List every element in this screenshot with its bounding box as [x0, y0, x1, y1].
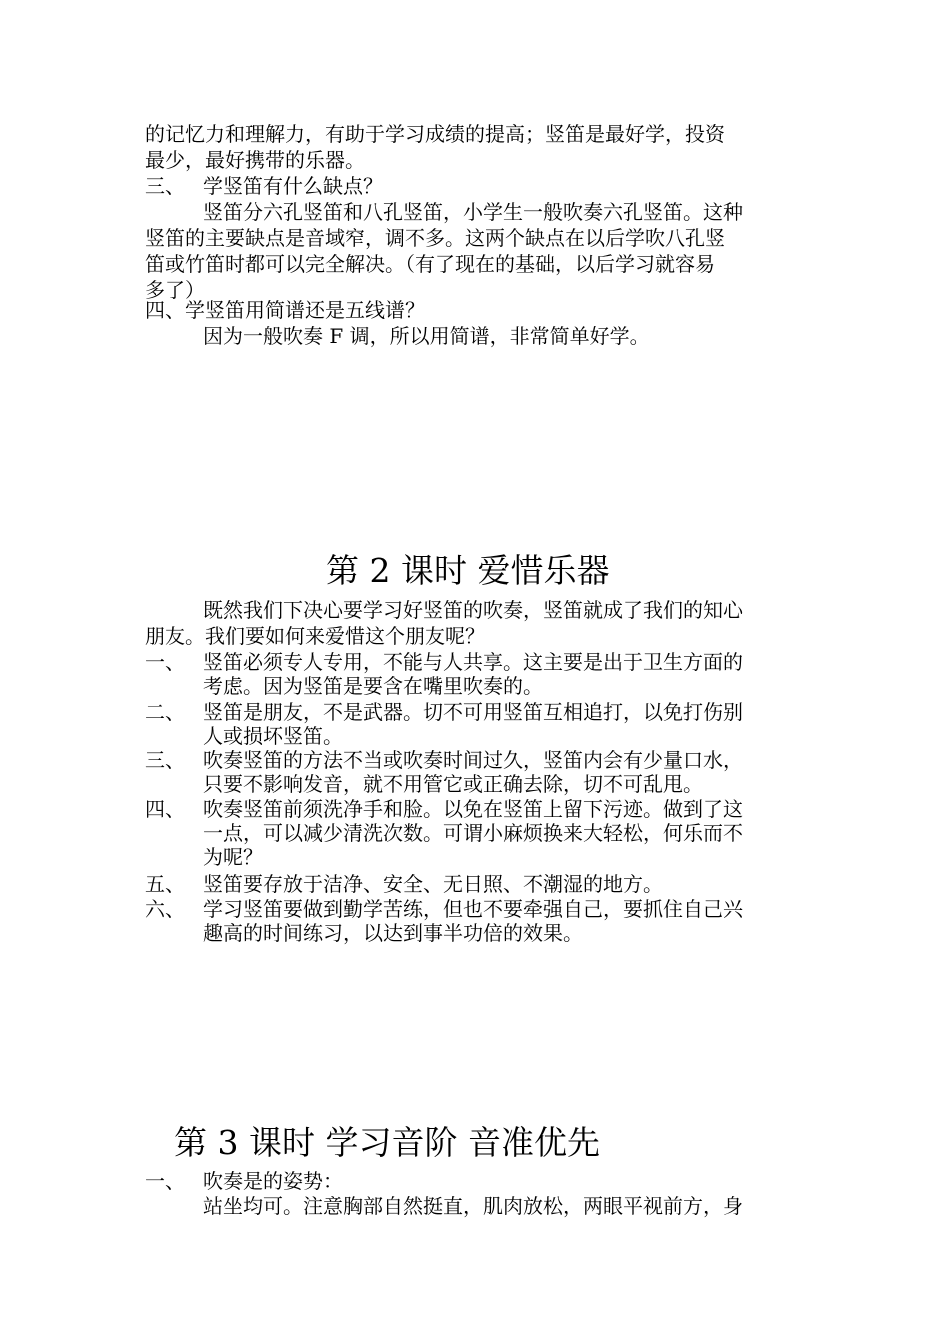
list-item-line: 考虑。因为竖笛是要含在嘴里吹奏的。 — [203, 674, 543, 698]
section-title: 第 3 课时 学习音阶 音准优先 — [174, 1123, 600, 1162]
list-item-line: 为呢？ — [203, 845, 263, 869]
list-item-line: 吹奏是的姿势： — [203, 1169, 343, 1193]
list-number: 一、 — [145, 1169, 185, 1193]
paragraph-line: 竖笛分六孔竖笛和八孔竖笛，小学生一般吹奏六孔竖笛。这种 — [203, 200, 743, 224]
paragraph-line: 的记忆力和理解力，有助于学习成绩的提高；竖笛是最好学，投资 — [145, 122, 725, 146]
list-number: 三、 — [145, 748, 185, 772]
list-item-line: 学习竖笛要做到勤学苦练，但也不要牵强自己，要抓住自己兴 — [203, 897, 743, 921]
list-number: 二、 — [145, 700, 185, 724]
paragraph-line: 既然我们下决心要学习好竖笛的吹奏，竖笛就成了我们的知心 — [203, 598, 743, 622]
paragraph-line: 最少，最好携带的乐器。 — [145, 148, 365, 172]
list-item-line: 竖笛是朋友，不是武器。切不可用竖笛互相追打，以免打伤别 — [203, 700, 743, 724]
paragraph-line: 笛或竹笛时都可以完全解决。（有了现在的基础，以后学习就容易 — [145, 252, 715, 276]
list-item-line: 趣高的时间练习，以达到事半功倍的效果。 — [203, 921, 583, 945]
list-item-line: 只要不影响发音，就不用管它或正确去除，切不可乱甩。 — [203, 772, 703, 796]
list-item-line: 吹奏竖笛的方法不当或吹奏时间过久，竖笛内会有少量口水， — [203, 748, 743, 772]
section-title: 第 2 课时 爱惜乐器 — [326, 551, 610, 590]
list-number: 一、 — [145, 650, 185, 674]
list-item-line: 一点，可以减少清洗次数。可谓小麻烦换来大轻松，何乐而不 — [203, 821, 743, 845]
list-number: 四、 — [145, 797, 185, 821]
question-heading: 学竖笛有什么缺点？ — [203, 174, 383, 198]
list-number: 六、 — [145, 897, 185, 921]
paragraph-line: 站坐均可。注意胸部自然挺直，肌肉放松，两眼平视前方，身 — [203, 1194, 743, 1218]
paragraph-line: 竖笛的主要缺点是音域窄，调不多。这两个缺点在以后学吹八孔竖 — [145, 226, 725, 250]
question-heading: 四、学竖笛用简谱还是五线谱？ — [145, 298, 425, 322]
list-item-line: 人或损坏竖笛。 — [203, 724, 343, 748]
paragraph-line: 朋友。我们要如何来爱惜这个朋友呢？ — [145, 624, 485, 648]
list-number: 五、 — [145, 872, 185, 896]
list-number: 三、 — [145, 174, 185, 198]
paragraph-line: 多了） — [145, 278, 205, 302]
list-item-line: 竖笛要存放于洁净、安全、无日照、不潮湿的地方。 — [203, 872, 663, 896]
list-item-line: 吹奏竖笛前须洗净手和脸。以免在竖笛上留下污迹。做到了这 — [203, 797, 743, 821]
paragraph-line: 因为一般吹奏 F 调，所以用简谱，非常简单好学。 — [203, 324, 650, 348]
list-item-line: 竖笛必须专人专用，不能与人共享。这主要是出于卫生方面的 — [203, 650, 743, 674]
